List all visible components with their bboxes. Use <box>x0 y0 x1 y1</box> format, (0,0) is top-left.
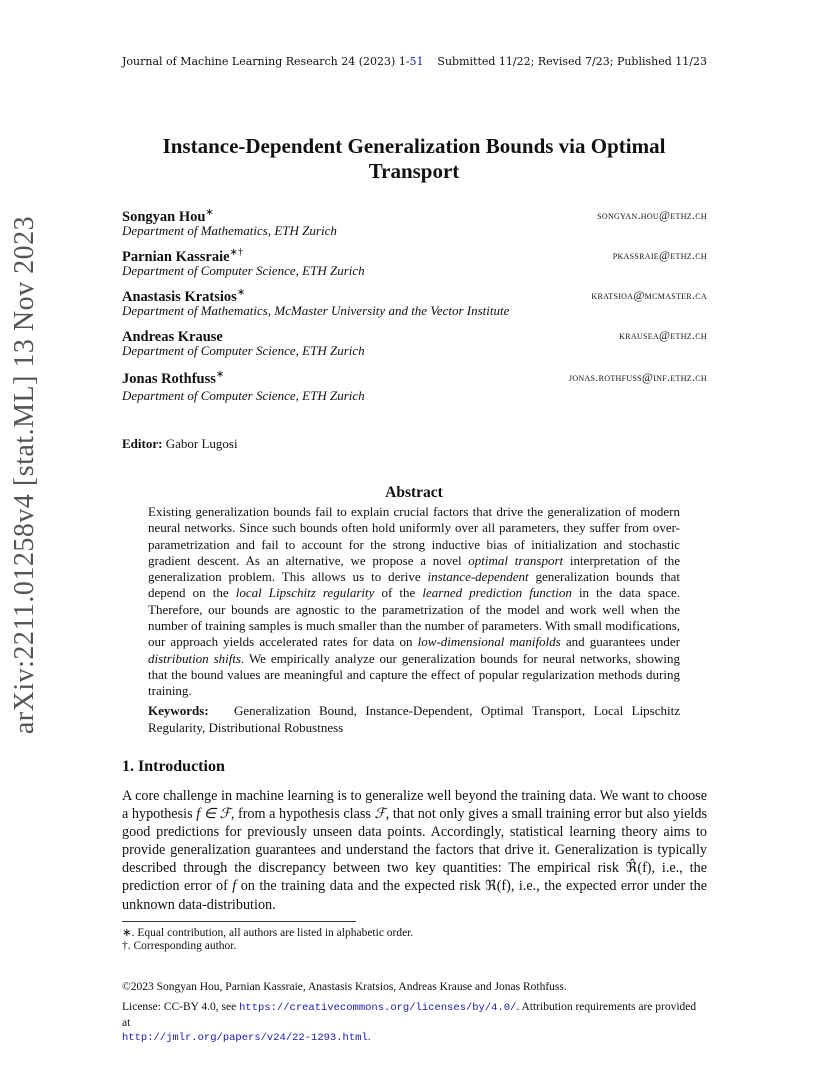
footnote-rule <box>122 921 356 922</box>
abstract-body: Existing generalization bounds fail to explain crucial factors that drive the generalization of modern neural networks. Since such bounds often hold uniformly over all parameters, they suffer from over-parametrization and fail to account for the strong inductive bias of initialization and stochastic gradient descent. As an alternative, we propose a novel optimal transport interpretation of the generalization problem. This allows us to derive instance-dependent generalization bounds that depend on the local Lipschitz regularity of the learned prediction function in the data space. Therefore, our bounds are agnostic to the parametrization of the model and work well when the number of training samples is much smaller than the number of parameters. With small modifications, our approach yields accelerated rates for data on low-dimensional manifolds and guarantees under distribution shifts. We empirically analyze our generalization bounds for neural networks, showing that the bound values are meaningful and capture the effect of popular regularization methods during training. <box>148 504 680 699</box>
author-affiliation: Department of Mathematics, ETH Zurich <box>122 223 337 238</box>
author-block <box>122 207 707 238</box>
author-affiliation: Department of Computer Science, ETH Zurich <box>122 263 365 278</box>
author-name: Songyan Hou∗ <box>122 207 214 225</box>
author-affiliation: Department of Mathematics, McMaster University and the Vector Institute <box>122 303 510 318</box>
author-email[interactable]: songyan.hou@ethz.ch <box>597 208 707 222</box>
author-email[interactable]: pkassraie@ethz.ch <box>612 248 707 262</box>
author-mark: ∗ <box>205 207 214 218</box>
author-mark: ∗† <box>229 247 243 258</box>
author-affiliation: Department of Computer Science, ETH Zurich <box>122 388 365 403</box>
submission-dates: Submitted 11/22; Revised 7/23; Published 11/23 <box>437 55 707 68</box>
author-name: Andreas Krause <box>122 328 223 345</box>
editor-label: Editor: <box>122 436 163 451</box>
author-name: Anastasis Kratsios∗ <box>122 287 246 305</box>
author-name: Parnian Kassraie∗† <box>122 247 243 265</box>
journal-header <box>122 55 424 68</box>
author-block <box>122 247 707 278</box>
author-email[interactable]: kratsioa@mcmaster.ca <box>591 288 707 302</box>
arxiv-id-text: arXiv:2211.01258v4 [stat.ML] 13 Nov 2023 <box>9 215 40 735</box>
author-name: Jonas Rothfuss∗ <box>122 369 225 387</box>
license-link[interactable]: https://creativecommons.org/licenses/by/4.0/ <box>239 1002 517 1014</box>
author-mark: ∗ <box>215 369 225 380</box>
author-block <box>122 287 707 318</box>
author-block <box>122 327 707 358</box>
author-affiliation: Department of Computer Science, ETH Zurich <box>122 343 365 358</box>
section-heading: 1. Introduction <box>122 758 225 775</box>
intro-paragraph: A core challenge in machine learning is to generalize well beyond the training data. We want to choose a hypothesis f ∈ ℱ, from a hypothesis class ℱ, that not only gives a small training error but also yields good predictions for previously unseen data points. Accordingly, statistical learning theory aims to provide generalization guarantees and understand the factors that drive it. Generalization is typically described through the discrepancy between two key quantities: The empirical risk ℜ̂(f), i.e., the prediction error of f on the training data and the expected risk ℜ(f), i.e., the expected error under the unknown data-distribution. <box>122 788 708 913</box>
author-email[interactable]: krausea@ethz.ch <box>619 328 707 342</box>
copyright-notice: ©2023 Songyan Hou, Parnian Kassraie, Anastasis Kratsios, Andreas Krause and Jonas Rothfuss. <box>122 981 567 993</box>
keywords-label: Keywords: <box>148 703 209 718</box>
footnote: ∗. Equal contribution, all authors are listed in alphabetic order. <box>122 927 414 939</box>
journal-citation: Journal of Machine Learning Research 24 (2023) 1- <box>122 55 410 68</box>
author-email[interactable]: jonas.rothfuss@inf.ethz.ch <box>568 370 707 384</box>
license-notice: License: CC-BY 4.0, see https://creativecommons.org/licenses/by/4.0/. Attribution requirements are provided at http://jmlr.org/papers/v24/22-1293.html. <box>122 1001 697 1044</box>
abstract-heading: Abstract <box>385 484 443 501</box>
author-block <box>122 369 707 403</box>
paper-link[interactable]: http://jmlr.org/papers/v24/22-1293.html <box>122 1032 368 1044</box>
author-mark: ∗ <box>236 287 246 298</box>
editor-line <box>122 436 238 452</box>
keywords-text: Generalization Bound, Instance-Dependent, Optimal Transport, Local Lipschitz Regularity, Distributional Robustness <box>148 703 680 735</box>
page-range-link[interactable]: 51 <box>409 55 424 68</box>
paper-title: Instance-Dependent Generalization Bounds via Optimal Transport <box>162 134 666 183</box>
footnote: †. Corresponding author. <box>122 940 237 952</box>
editor-name: Gabor Lugosi <box>165 436 238 451</box>
keywords <box>148 703 680 736</box>
